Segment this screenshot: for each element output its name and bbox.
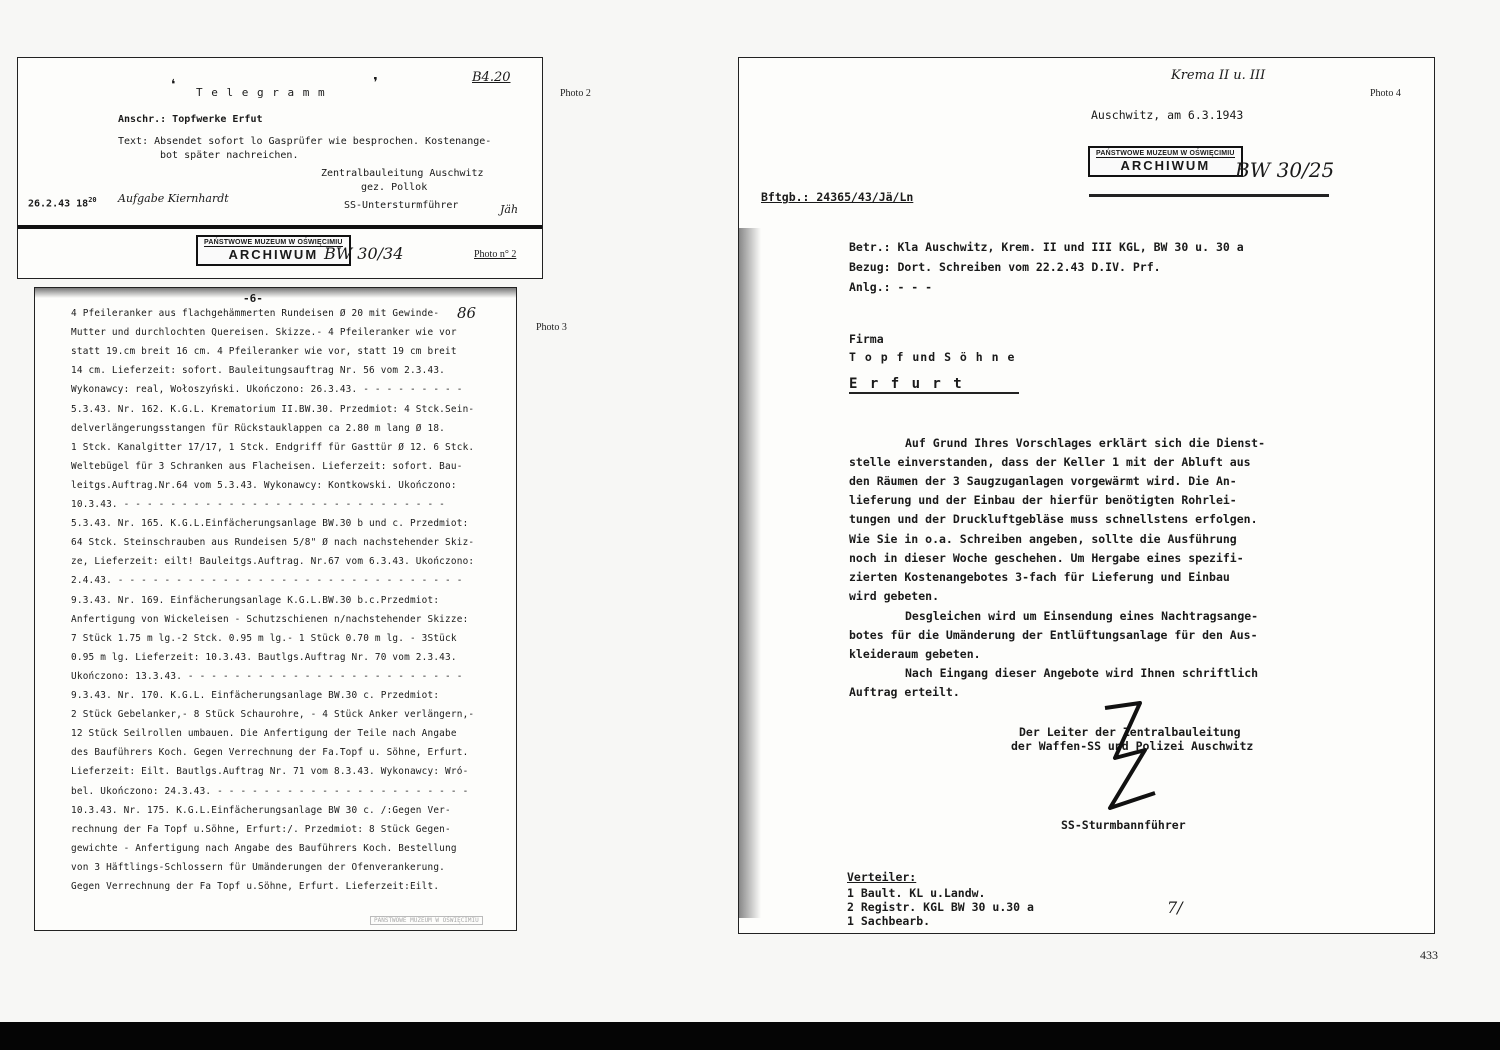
separator-bar	[18, 225, 543, 229]
ledger-line: ze, Lieferzeit: eilt! Bauleitgs.Auftrag. Nr.67 vom 6.3.43. Ukończono:	[71, 556, 475, 568]
ledger-line: 64 Stck. Steinschrauben aus Rundeisen 5/8" Ø nach nachstehender Skiz-	[71, 537, 475, 549]
photo-3-ledger	[34, 287, 517, 931]
corner-note: B4.20	[472, 70, 511, 85]
reference-number: Bftgb.: 24365/43/Jä/Ln	[761, 190, 914, 204]
ledger-line: 1 Stck. Kanalgitter 17/17, 1 Stck. Endgriff für Gasttür Ø 12. 6 Stck.	[71, 441, 475, 453]
date-text: 26.2.43 18	[28, 198, 89, 210]
ledger-line: statt 19.cm breit 16 cm. 4 Pfeileranker wie vor, statt 19 cm breit	[71, 346, 457, 358]
ledger-line: delverlängerungsstangen für Rückstauklappen ca 2.80 m lang Ø 18.	[71, 422, 446, 434]
stamp-4-line-2: ARCHIWUM	[1120, 158, 1211, 173]
ledger-line: Gegen Verrechnung der Fa Topf u.Söhne, Erfurt. Lieferzeit:Eilt.	[71, 881, 440, 892]
letter-body-line: botes für die Umänderung der Entlüftungsanlage für den Aus-	[849, 628, 1258, 642]
telegram-date	[28, 196, 97, 209]
letter-body-line: lieferung und der Einbau der hierfür benötigten Rohrlei-	[849, 493, 1237, 507]
telegram-line-2: Text: Absendet sofort lo Gasprüfer wie besprochen. Kostenange-	[118, 136, 492, 147]
signature-mark	[1085, 698, 1175, 828]
letter-body-line: Wie Sie in o.a. Schreiben angeben, sollte die Ausführung	[849, 532, 1237, 546]
ledger-line: Weltebügel für 3 Schranken aus Flacheisen. Lieferzeit: sofort. Bau-	[71, 460, 463, 472]
ledger-line: bel. Ukończono: 24.3.43. - - - - - - - - - - - - - - - - - - - - - -	[71, 785, 469, 797]
ledger-line: 5.3.43. Nr. 162. K.G.L. Krematorium II.BW.30. Przedmiot: 4 Stck.Sein-	[71, 403, 475, 415]
page-number: 433	[1420, 948, 1438, 962]
archive-ref-4: BW 30/25	[1235, 158, 1335, 182]
ledger-line: leitgs.Auftrag.Nr.64 vom 5.3.43. Wykonawcy: Kontkowski. Ukończono:	[71, 479, 457, 491]
ledger-line: gewichte - Anfertigung nach Angabe des Bauführers Koch. Bestellung	[71, 842, 457, 854]
telegram-line-1: Anschr.: Topfwerke Erfut	[118, 114, 263, 125]
stamp-underline	[1089, 194, 1329, 197]
ledger-line: 5.3.43. Nr. 165. K.G.L.Einfächerungsanlage BW.30 b und c. Przedmiot:	[71, 518, 469, 530]
rank-line: SS-Sturmbannführer	[1061, 818, 1186, 832]
letter-body-line: wird gebeten.	[849, 589, 940, 603]
stamp-line-2: ARCHIWUM	[228, 247, 319, 262]
ledger-line: 7 Stück 1.75 m lg.-2 Stck. 0.95 m lg.- 1 Stück 0.70 m lg. - 3Stück	[71, 632, 457, 644]
letter-body-line: Nach Eingang dieser Angebote wird Ihnen schriftlich	[905, 666, 1259, 680]
ledger-line: 9.3.43. Nr. 170. K.G.L. Einfächerungsanlage BW.30 c. Przedmiot:	[71, 690, 440, 701]
distribution-2: 2 Registr. KGL BW 30 u.30 a	[847, 900, 1034, 914]
signature-line-2: der Waffen-SS und Polizei Auschwitz	[1011, 739, 1254, 753]
ledger-line: des Bauführers Koch. Gegen Verrechnung der Fa.Topf u. Söhne, Erfurt.	[71, 747, 469, 759]
ledger-line: Mutter und durchlochten Quereisen. Skizze.- 4 Pfeileranker wie vor	[71, 327, 457, 339]
folio-number: 86	[457, 304, 477, 322]
punch-hole-left: ❛	[168, 76, 179, 97]
telegram-heading: T e l e g r a m m	[196, 86, 326, 99]
place-date: Auschwitz, am 6.3.1943	[1091, 108, 1244, 122]
subject-line: Betr.: Kla Auschwitz, Krem. II und III KGL, BW 30 u. 30 a	[849, 240, 1244, 254]
top-handwritten: Krema II u. III	[1171, 68, 1266, 83]
city-underline	[849, 392, 1019, 394]
punch-hole-right: ❜	[370, 74, 381, 95]
handwritten-note: Aufgabe Kiernhardt	[118, 192, 229, 205]
left-margin-shadow	[739, 228, 761, 918]
archive-ref: BW 30/34	[324, 244, 404, 263]
ledger-line: Wykonawcy: real, Wołoszyński. Ukończono: 26.3.43. - - - - - - - - -	[71, 384, 463, 396]
page-shadow	[35, 288, 517, 298]
photo-4-letter	[738, 57, 1435, 934]
scan-edge-bar	[0, 1022, 1500, 1050]
page-mark: -6-	[243, 292, 263, 305]
ledger-line: 12 Stück Seilrollen umbauen. Die Anfertigung der Teile nach Angabe	[71, 728, 457, 740]
sender-line-2: gez. Pollok	[361, 182, 428, 193]
margin-mark: 7/	[1167, 898, 1183, 917]
letter-body-line: zierten Kostenangebotes 3-fach für Lieferung und Einbau	[849, 570, 1230, 584]
ledger-line: 9.3.43. Nr. 169. Einfächerungsanlage K.G.L.BW.30 b.c.Przedmiot:	[71, 594, 440, 606]
letter-body-line: Desgleichen wird um Einsendung eines Nachtragsange-	[905, 609, 1259, 623]
letter-body-line: tungen und der Druckluftgebläse muss schnellstens erfolgen.	[849, 512, 1258, 526]
city-name: E r f u r t	[849, 376, 964, 392]
ledger-line: rechnung der Fa Topf u.Söhne, Erfurt:/. Przedmiot: 8 Stück Gegen-	[71, 823, 451, 835]
attachment-line: Anlg.: - - -	[849, 280, 933, 294]
firma-label: Firma	[849, 332, 884, 346]
archive-stamp-4	[1088, 146, 1243, 177]
ledger-line: 2 Stück Gebelanker,- 8 Stück Schaurohre, - 4 Stück Anker verlängern,-	[71, 709, 475, 721]
ledger-line: 10.3.43. Nr. 175. K.G.L.Einfächerungsanlage BW 30 c. /:Gegen Ver-	[71, 804, 451, 816]
sender-line-3: SS-Untersturmführer	[344, 200, 459, 211]
telegram-line-3: bot später nachreichen.	[160, 150, 299, 161]
letter-body-line: den Räumen der 3 Saugzuganlagen vorgewärmt wird. Die An-	[849, 474, 1237, 488]
distribution-title: Verteiler:	[847, 870, 917, 884]
caption-photo-4: Photo 4	[1370, 88, 1401, 99]
company-name: T o p f und S ö h n e	[849, 350, 1016, 364]
distribution-3: 1 Sachbearb.	[847, 914, 931, 928]
letter-body-line: Auftrag erteilt.	[849, 685, 960, 699]
date-time-sup: 20	[88, 196, 97, 204]
ledger-line: Lieferzeit: Eilt. Bautlgs.Auftrag Nr. 71 vom 8.3.43. Wykonawcy: Wró-	[71, 766, 469, 778]
initials: Jäh	[500, 203, 519, 216]
letter-body-line: noch in dieser Woche geschehen. Um Hergabe eines spezifi-	[849, 551, 1244, 565]
stamp-line-1: PAŃSTWOWE MUZEUM W OŚWIĘCIMIU	[204, 239, 343, 246]
ledger-line: 4 Pfeileranker aus flachgehämmerten Rundeisen Ø 20 mit Gewinde-	[71, 308, 440, 319]
caption-photo-3: Photo 3	[536, 322, 567, 333]
photo-2-telegram	[17, 57, 543, 279]
photo-number-label: Photo n° 2	[474, 249, 517, 260]
letter-body-line: kleideraum gebeten.	[849, 647, 981, 661]
ledger-line: Anfertigung von Wickeleisen - Schutzschienen n/nachstehender Skizze:	[71, 613, 469, 625]
letter-body-line: Auf Grund Ihres Vorschlages erklärt sich die Dienst-	[905, 436, 1266, 450]
ledger-line: 14 cm. Lieferzeit: sofort. Bauleitungsauftrag Nr. 56 vom 2.3.43.	[71, 365, 446, 377]
stamp-4-line-1: PAŃSTWOWE MUZEUM W OŚWIĘCIMIU	[1096, 150, 1235, 157]
ledger-line: 2.4.43. - - - - - - - - - - - - - - - - - - - - - - - - - - - - - -	[71, 575, 463, 587]
caption-photo-2: Photo 2	[560, 88, 591, 99]
reference-line: Bezug: Dort. Schreiben vom 22.2.43 D.IV. Prf.	[849, 260, 1161, 274]
distribution-1: 1 Bault. KL u.Landw.	[847, 886, 986, 900]
ledger-line: Ukończono: 13.3.43. - - - - - - - - - - - - - - - - - - - - - - - -	[71, 670, 463, 682]
ledger-line: 0.95 m lg. Lieferzeit: 10.3.43. Bautlgs.Auftrag Nr. 70 vom 2.3.43.	[71, 651, 457, 663]
ledger-line: von 3 Häftlings-Schlossern für Umänderungen der Ofenverankerung.	[71, 861, 446, 873]
sender-line-1: Zentralbauleitung Auschwitz	[321, 168, 484, 179]
bottom-stamp-faint: PAŃSTWOWE MUZEUM W OŚWIĘCIMIU	[370, 916, 483, 925]
ledger-line: 10.3.43. - - - - - - - - - - - - - - - - - - - - - - - - - - - -	[71, 499, 446, 510]
signature-line-1: Der Leiter der Zentralbauleitung	[1019, 725, 1241, 739]
letter-body-line: stelle einverstanden, dass der Keller 1 mit der Abluft aus	[849, 455, 1251, 469]
